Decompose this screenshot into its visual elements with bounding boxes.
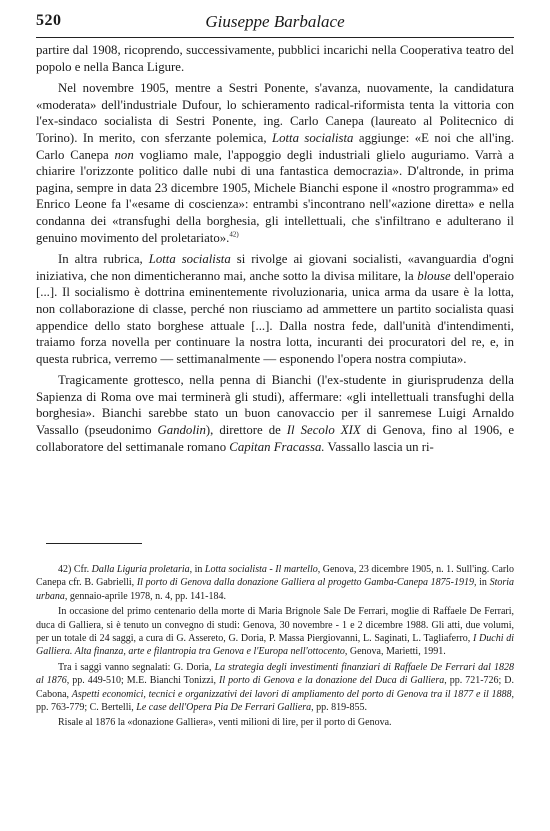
header-rule <box>36 37 514 38</box>
running-head-author: Giuseppe Barbalace <box>205 12 345 31</box>
paragraph-3: In altra rubrica, Lotta socialista si rivolge ai giovani socialisti, «avanguardia d'ogni iniziativa, che non dimenticheranno mai, anche sotto la divisa militare, la blouse dell'operaio [...]. Il socialismo è dottrina eminentemente rivoluzionaria, unica arma da usare è la lotta, non collaborazione di classe, perché non riusciamo ad ammettere un partito socialista quasi appendice dello stato borghese attuale [...]. Dalla nostra fede, dall'unità d'intendimenti, traiamo forza novella per continuare la nostra lotta, incuranti dei procuratori del re, e, in questa rubrica, verremo — settimanalmente — esponendo l'opera nostra compiuta». <box>36 252 514 366</box>
page-number: 520 <box>36 12 62 29</box>
paragraph-1: partire dal 1908, ricoprendo, successivamente, pubblici incarichi nella Cooperativa teatro del popolo e nella Banca Ligure. <box>36 43 514 74</box>
footnote-paragraph-saggi: Tra i saggi vanno segnalati: G. Doria, La strategia degli investimenti finanziari di Raffaele De Ferrari dal 1828 al 1876, pp. 449-510; M.E. Bianchi Tonizzi, Il porto di Genova e la donazione del Duca di Galliera, pp. 721-726; D. Cabona, Aspetti economici, tecnici e organizzativi dei lavori di ampliamento del porto di Genova tra il 1877 e il 1888, pp. 763-779; C. Bertelli, Le case dell'Opera Pia De Ferrari Galliera, pp. 819-855. <box>36 661 515 714</box>
paragraph-2: Nel novembre 1905, mentre a Sestri Ponente, s'avanza, nuovamente, la candidatura «moderata» dell'industriale Dufour, lo schieramento radical-riformista tenta la vittoria con l'ex-sindaco socialista di Sestri Ponente, ing. Carlo Canepa (laureato al Politecnico di Torino). In merito, con sferzante polemica, Lotta socialista aggiunge: «E noi che all'ing. Carlo Canepa non vogliamo male, l'appoggio degli industriali glielo auguriamo. Varrà a chiarire l'orizzonte politico dalle nubi di una fantastica democrazia». D'altronde, in prima pagina, sempre in data 23 dicembre 1905, Michele Bianchi espone il «nostro programma» ed Enrico Leone fa l'«esame di coscienza»: entrambi s'incontrano nell'«azione diretta» e nella condanna dei «transfughi della borghesia, gli intellettuali, che s'infiltrano e adulterano il genuino movimento del proletariato».$^{42)}$ <box>36 81 515 245</box>
footnote-separator <box>46 543 142 544</box>
footnote-reference-42[interactable]: 42) <box>229 230 239 239</box>
footnotes <box>36 563 514 732</box>
footnote-paragraph-donazione: Risale al 1876 la «donazione Galliera», venti milioni di lire, per il porto di Genova. <box>58 717 392 729</box>
main-text <box>36 42 514 455</box>
paragraph-4: Tragicamente grottesco, nella penna di Bianchi (l'ex-studente in giurisprudenza della Sapienza di Roma ove mai terminerà gli studi), affermare: «gli intellettuali transfughi della borghesia». Bianchi sarebbe stato un buon canovaccio per il sanremese Luigi Arnaldo Vassallo (pseudonimo Gandolin), direttore de Il Secolo XIX di Genova, fino al 1906, e collaboratore del settimanale romano Capitan Fracassa. Vassallo lascia un ri- <box>36 373 515 454</box>
footnote-42: 42) Cfr. Dalla Liguria proletaria, in Lotta socialista - Il martello, Genova, 23 dicembre 1905, n. 1. Sull'ing. Carlo Canepa cfr. B. Gabrielli, Il porto di Genova dalla donazione Galliera al progetto Gamba-Canepa 1875-1919, in Storia urbana, gennaio-aprile 1978, n. 4, pp. 141-184. <box>36 564 515 602</box>
footnote-paragraph-convegno: In occasione del primo centenario della morte di Maria Brignole Sale De Ferrari, moglie di Raffaele De Ferrari, duca di Galliera, si è tenuto un convegno di studi: Genova, 30 novembre - 1 e 2 dicembre 1988. Gli atti, due volumi, per un totale di 24 saggi, a cura di G. Assereto, G. Doria, P. Massa Piergiovanni, L. Saginati, L. Tagliaferro, I Duchi di Galliera. Alta finanza, arte e filantropia tra Genova e l'Europa nell'ottocento, Genova, Marietti, 1991. <box>36 606 515 658</box>
page-header <box>36 12 514 34</box>
